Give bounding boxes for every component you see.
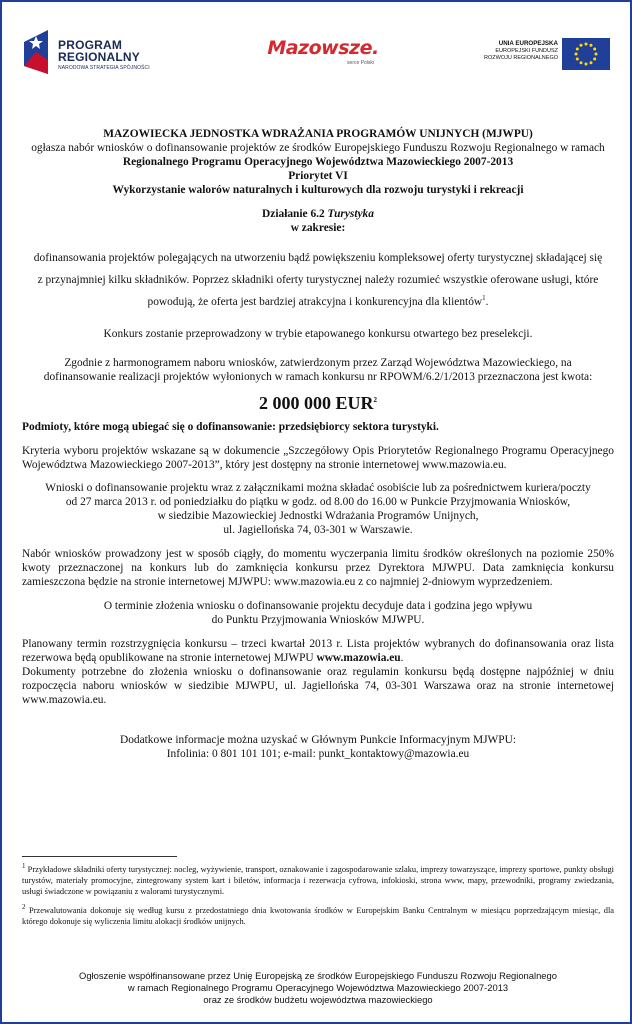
action-name: Turystyka — [327, 208, 374, 220]
institution-heading: MAZOWIECKA JEDNOSTKA WDRAŻANIA PROGRAMÓW UNIJNYCH (MJWPU) — [103, 128, 533, 140]
priority-number: Priorytet VI — [288, 170, 348, 182]
program-regionalny-mark-icon — [22, 30, 50, 74]
footnote-2: $^2$ Przewalutowania dokonuje się według kursu z przedostatniego dnia kwotowania środków w Europejskim Banku Centralnym w miesiącu poprzedzającym miesiąc, dla którego dokonuje się wyliczenia limitu alokacji środków unijnych. — [22, 903, 614, 926]
footnotes — [22, 864, 614, 927]
funding-line-1: Zgodnie z harmonogramem naboru wniosków, zatwierdzonym przez Zarząd Województwa Mazowieckiego, na — [64, 357, 572, 369]
submission-info: Wnioski o dofinansowanie projektu wraz z załącznikami można składać osobiście lub za pośrednictwem kuriera/poczty od 27 marca 2013 r. od poniedziałku do piątku w godz. od 8.00 do 16.00 w Punkcie Przyjmowania Wniosków, w siedzibie Mazowieckiej Jednostki Wdrażania Programów Unijnych, ul. Jagiellońska 74, 03-301 w Warszawie. — [45, 482, 591, 536]
eu-logo-line3: ROZWOJU REGIONALNEGO — [484, 55, 558, 61]
footnote-ref-2: 2 — [373, 396, 377, 404]
contact-info: Dodatkowe informacje można uzyskać w Głównym Punkcie Informacyjnym MJWPU: Infolinia: 0 801 101 101; e-mail: punkt_kontaktowy@mazowia.eu — [22, 733, 614, 761]
hotline-email: Infolinia: 0 801 101 101; e-mail: punkt_kontaktowy@mazowia.eu — [166, 748, 470, 760]
contest-mode-text: Konkurs zostanie przeprowadzony w trybie etapowanego konkursu otwartego bez preselekcji. — [103, 328, 533, 340]
eu-flag-icon — [562, 38, 610, 70]
mazowia-link[interactable]: www.mazowia.eu — [316, 652, 401, 664]
cofinancing-footer: Ogłoszenie współfinansowane przez Unię Europejską ze środków Europejskiego Funduszu Rozwoju Regionalnego w ramach Regionalnego Programu Operacyjnego Województwa Mazowieckiego 2007-2013 oraz ze środków budżetu województwa mazowieckiego — [79, 970, 557, 1005]
funding-amount: 2 000 000 EUR$^2$ — [258, 393, 377, 413]
footnote-ref-1: 1 — [482, 294, 486, 303]
mazowsze-tagline: serce Polski — [347, 60, 374, 66]
funding-line-2: dofinansowanie realizacji projektów wyłonionych w ramach konkursu nr RPOWM/6.2/1/2013 przeznaczona jest kwota: — [43, 371, 593, 383]
eu-logo-line1: UNIA EUROPEJSKA — [498, 40, 558, 47]
mazowsze-logo — [264, 38, 382, 70]
program-logo-line3: NARODOWA STRATEGIA SPÓJNOŚCI — [58, 65, 150, 71]
program-logo-line1: PROGRAM — [58, 38, 123, 52]
scope-paragraph: dofinansowania projektów polegających na utworzeniu bądź powiększeniu kompleksowej oferty turystycznej składającej się z przynajmniej kilku składników. Poprzez składniki oferty turystycznej należy rozumieć wszystkie oferowane usługi, które powodują, że oferta jest bardziej atrakcyjna i konkurencyjna dla klientów$^1$. — [33, 252, 603, 308]
footnote-1: $^1$ Przykładowe składniki oferty turystycznej: nocleg, wyżywienie, transport, oznakowanie i zagospodarowanie szlaku, imprezy towarzyszące, imprezy sportowe, punkty obsługi turystów, materiały promocyjne, zintegrowany system kart i biletów, informacja i rezerwacja cyfrowa, infokioski, strona www, mapy, przewodniki, programy zwiedzania, usługi świadczone w powiązaniu z walorami turystycznymi. — [22, 862, 614, 896]
planned-resolution-text: Planowany termin rozstrzygnięcia konkursu – trzeci kwartał 2013 r. Lista projektów wybranych do dofinansowania oraz lista rezerwowa będą opublikowane na stronie internetowej MJWPU www.mazowia.eu. — [22, 638, 614, 664]
continuous-recruitment-text: Nabór wniosków prowadzony jest w sposób ciągły, do momentu wyczerpania limitu środków określonych na poziomie 250% kwoty przeznaczonej na konkurs lub do zamknięcia konkursu przez Dyrektora MJWPU. Data zamknięcia konkursu zamieszczona będzie na stronie internetowej MJWPU: www.mazowia.eu z co najmniej 2-dniowym wyprzedzeniem. — [22, 548, 614, 588]
criteria-text: Kryteria wyboru projektów wskazane są w dokumencie „Szczegółowy Opis Priorytetów Regionalnego Programu Operacyjnego Województwa Mazowieckiego 2007-2013”, który jest dostępny na stronie internetowej www.mazowia.eu. — [22, 445, 614, 471]
scope-label: w zakresie: — [290, 222, 346, 234]
documents-text: Dokumenty potrzebne do złożenia wniosku o dofinansowanie oraz regulamin konkursu będą dostępne najpóźniej w dniu rozpoczęcia naboru wniosków w siedzibie MJWPU, ul. Jagiellońska 74, 03-301 Warszawa oraz na stronie internetowej www.mazowia.eu. — [22, 666, 614, 706]
priority-title: Wykorzystanie walorów naturalnych i kulturowych dla rozwoju turystyki i rekreacji — [112, 184, 524, 196]
announcement-body — [22, 127, 614, 761]
intro-text: ogłasza nabór wniosków o dofinansowanie projektów ze środków Europejskiego Funduszu Rozwoju Regionalnego w ramach — [31, 142, 605, 154]
program-logo-line2: REGIONALNY — [58, 50, 141, 64]
eu-logo — [472, 38, 614, 72]
eligible-entities: Podmioty, które mogą ubiegać się o dofinansowanie: przedsiębiorcy sektora turystyki. — [22, 421, 439, 433]
footnote-divider — [22, 856, 177, 857]
deadline-info: O terminie złożenia wniosku o dofinansowanie projektu decyduje data i godzina jego wpływu do Punktu Przyjmowania Wniosków MJWPU. — [103, 600, 533, 626]
program-name: Regionalnego Programu Operacyjnego Województwa Mazowieckiego 2007-2013 — [122, 156, 514, 168]
program-regionalny-logo — [22, 30, 172, 78]
eu-logo-line2: EUROPEJSKI FUNDUSZ — [495, 48, 558, 54]
action-heading: Działanie 6.2 Turystyka — [262, 208, 374, 220]
mazowsze-wordmark: Mazowsze. — [267, 37, 379, 59]
